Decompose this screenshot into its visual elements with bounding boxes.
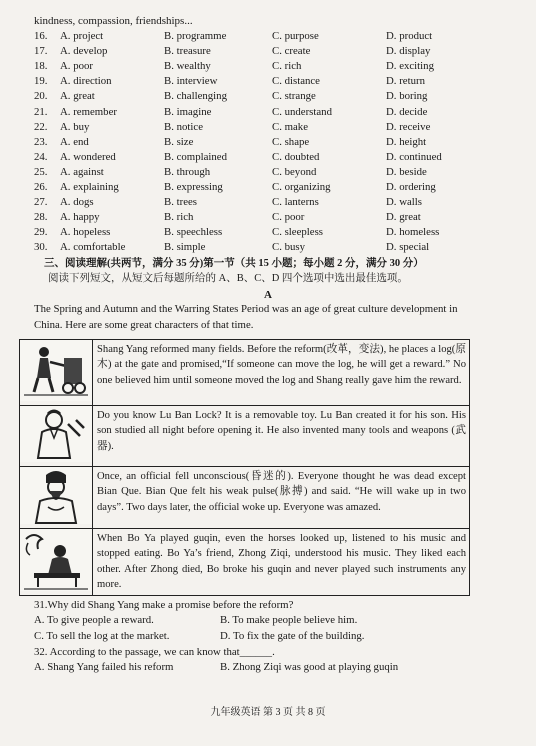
option-d[interactable]: D. height bbox=[386, 135, 427, 148]
option-d[interactable]: D. special bbox=[386, 241, 430, 254]
option-b[interactable]: B. rich bbox=[164, 211, 194, 224]
section-heading: 三、阅读理解(共两节，满分 35 分)第一节（共 15 小题；每小题 2 分，满分 30 分） bbox=[44, 258, 424, 269]
figure-pulling-cart-icon bbox=[20, 340, 92, 401]
option-a[interactable]: A. buy bbox=[60, 120, 90, 133]
option-c[interactable]: C. organizing bbox=[272, 181, 331, 193]
option-b[interactable]: B. treasure bbox=[164, 45, 211, 58]
option-a[interactable]: A. direction bbox=[60, 75, 112, 88]
option-a[interactable]: A. happy bbox=[60, 211, 100, 224]
option-b[interactable]: B. complained bbox=[164, 150, 227, 163]
character-portrait-lu-ban bbox=[20, 406, 93, 467]
question-31-option-c[interactable]: C. To sell the log at the market. bbox=[34, 630, 170, 642]
option-d[interactable]: D. boring bbox=[386, 90, 428, 103]
option-c[interactable]: C. understand bbox=[272, 105, 332, 118]
option-b[interactable]: B. expressing bbox=[164, 181, 223, 193]
option-c[interactable]: C. sleepless bbox=[272, 226, 323, 239]
question-number: 28. bbox=[34, 211, 48, 224]
question-31-option-b[interactable]: B. To make people believe him. bbox=[220, 614, 358, 626]
guqin-player-icon bbox=[20, 529, 92, 591]
option-d[interactable]: D. great bbox=[386, 211, 421, 224]
option-a[interactable]: A. project bbox=[60, 30, 104, 42]
option-c[interactable]: C. doubted bbox=[272, 150, 320, 163]
option-a[interactable]: A. remember bbox=[60, 105, 117, 118]
option-d[interactable]: D. exciting bbox=[386, 60, 434, 73]
option-c[interactable]: C. make bbox=[272, 120, 308, 133]
option-d[interactable]: D. walls bbox=[386, 196, 422, 209]
option-a[interactable]: A. end bbox=[60, 135, 89, 148]
option-a[interactable]: A. explaining bbox=[60, 181, 119, 193]
character-text-bo-ya: When Bo Ya played guqin, even the horses looked up, listened to his music and stopped eating. Bo Ya’s friend, Zhong Ziqi, understood his music. They liked each other. After Zhong died, Bo broke his guqin and never played such instruments any more. bbox=[93, 529, 470, 596]
character-portrait-bian-que bbox=[20, 467, 93, 529]
question-number: 20. bbox=[34, 90, 48, 103]
option-a[interactable]: A. great bbox=[60, 90, 95, 103]
character-text-bian-que: Once, an official fell unconscious(昏迷的). Everyone thought he was dead except Bian Que. Bian Que felt his weak pulse(脉搏) and said. “He will wake up in two days”. Two days later, the official woke up. Everyone was amazed. bbox=[93, 467, 470, 529]
question-32-stem: 32. According to the passage, we can know that______. bbox=[34, 646, 275, 658]
question-31-option-a[interactable]: A. To give people a reward. bbox=[34, 614, 154, 626]
option-b[interactable]: B. wealthy bbox=[164, 60, 211, 73]
question-number: 29. bbox=[34, 226, 48, 239]
option-a[interactable]: A. wondered bbox=[60, 150, 116, 163]
option-b[interactable]: B. simple bbox=[164, 241, 206, 254]
option-a[interactable]: A. dogs bbox=[60, 196, 94, 209]
question-number: 25. bbox=[34, 165, 48, 178]
question-32-option-b[interactable]: B. Zhong Ziqi was good at playing guqin bbox=[220, 661, 399, 673]
option-c[interactable]: C. strange bbox=[272, 90, 316, 103]
option-c[interactable]: C. purpose bbox=[272, 30, 319, 42]
option-d[interactable]: D. continued bbox=[386, 150, 442, 163]
question-number: 23. bbox=[34, 135, 48, 148]
option-b[interactable]: B. notice bbox=[164, 120, 203, 133]
option-d[interactable]: D. receive bbox=[386, 120, 431, 133]
question-number: 24. bbox=[34, 150, 48, 163]
bearded-doctor-icon bbox=[20, 467, 92, 524]
option-b[interactable]: B. speechless bbox=[164, 226, 223, 239]
character-row-shang-yang bbox=[20, 340, 470, 406]
page-footer: 九年级英语 第 3 页 共 8 页 bbox=[210, 707, 326, 718]
option-d[interactable]: D. beside bbox=[386, 165, 427, 178]
option-b[interactable]: B. trees bbox=[164, 196, 197, 209]
question-31-stem: 31.Why did Shang Yang make a promise before the reform? bbox=[34, 599, 294, 611]
option-d[interactable]: D. ordering bbox=[386, 181, 436, 193]
craftsman-with-tool-icon bbox=[20, 406, 92, 462]
question-number: 22. bbox=[34, 120, 48, 133]
option-c[interactable]: C. shape bbox=[272, 135, 310, 148]
option-b[interactable]: B. through bbox=[164, 165, 211, 178]
characters-table bbox=[19, 339, 470, 596]
question-number: 26. bbox=[34, 181, 48, 193]
option-d[interactable]: D. product bbox=[386, 30, 433, 42]
question-31-option-d[interactable]: D. To fix the gate of the building. bbox=[220, 630, 365, 642]
option-a[interactable]: A. develop bbox=[60, 45, 108, 58]
question-number: 21. bbox=[34, 105, 48, 118]
question-number: 27. bbox=[34, 196, 48, 209]
option-b[interactable]: B. size bbox=[164, 135, 194, 148]
option-c[interactable]: C. create bbox=[272, 45, 311, 58]
option-d[interactable]: D. decide bbox=[386, 105, 428, 118]
character-portrait-bo-ya bbox=[20, 529, 93, 596]
question-number: 17. bbox=[34, 45, 48, 58]
option-a[interactable]: A. poor bbox=[60, 60, 93, 73]
option-a[interactable]: A. against bbox=[60, 165, 104, 178]
option-b[interactable]: B. imagine bbox=[164, 105, 212, 118]
previous-passage-tail: kindness, compassion, friendships... bbox=[34, 15, 193, 27]
option-d[interactable]: D. return bbox=[386, 75, 425, 88]
option-c[interactable]: C. beyond bbox=[272, 165, 317, 178]
character-portrait-shang-yang bbox=[20, 340, 93, 406]
option-a[interactable]: A. comfortable bbox=[60, 241, 126, 254]
option-c[interactable]: C. rich bbox=[272, 60, 302, 73]
option-c[interactable]: C. lanterns bbox=[272, 196, 319, 209]
character-row-bo-ya bbox=[20, 529, 470, 596]
option-c[interactable]: C. busy bbox=[272, 241, 305, 254]
question-number: 19. bbox=[34, 75, 48, 88]
option-c[interactable]: C. distance bbox=[272, 75, 320, 88]
passage-intro: The Spring and Autumn and the Warring States Period was an age of great culture development in China. Here are some great characters of that time. bbox=[34, 303, 458, 331]
option-c[interactable]: C. poor bbox=[272, 211, 305, 224]
option-b[interactable]: B. challenging bbox=[164, 90, 227, 103]
option-a[interactable]: A. hopeless bbox=[60, 226, 111, 239]
character-row-bian-que bbox=[20, 467, 470, 529]
question-number: 18. bbox=[34, 60, 48, 73]
character-text-lu-ban: Do you know Lu Ban Lock? It is a removable toy. Lu Ban created it for his son. His son studied all night before opening it. He also invented many tools and weapons (武器). bbox=[93, 406, 470, 467]
character-row-lu-ban bbox=[20, 406, 470, 467]
question-number: 30. bbox=[34, 241, 48, 254]
passage-letter: A bbox=[264, 289, 272, 301]
question-number: 16. bbox=[34, 30, 48, 42]
question-32-option-a[interactable]: A. Shang Yang failed his reform bbox=[34, 661, 174, 673]
option-d[interactable]: D. homeless bbox=[386, 226, 440, 239]
option-d[interactable]: D. display bbox=[386, 45, 431, 58]
option-b[interactable]: B. interview bbox=[164, 75, 218, 88]
character-text-shang-yang: Shang Yang reformed many fields. Before the reform(改革，变法), he places a log(原木) at the gate and promised,“If someone can move the log, he will get a reward.” No one believed him until someone moved the log and Shang really gave him the reward. bbox=[93, 340, 470, 406]
option-b[interactable]: B. programme bbox=[164, 30, 227, 42]
section-instruction: 阅读下列短文，从短文后每题所给的 A、B、C、D 四个选项中选出最佳选项。 bbox=[48, 273, 408, 284]
